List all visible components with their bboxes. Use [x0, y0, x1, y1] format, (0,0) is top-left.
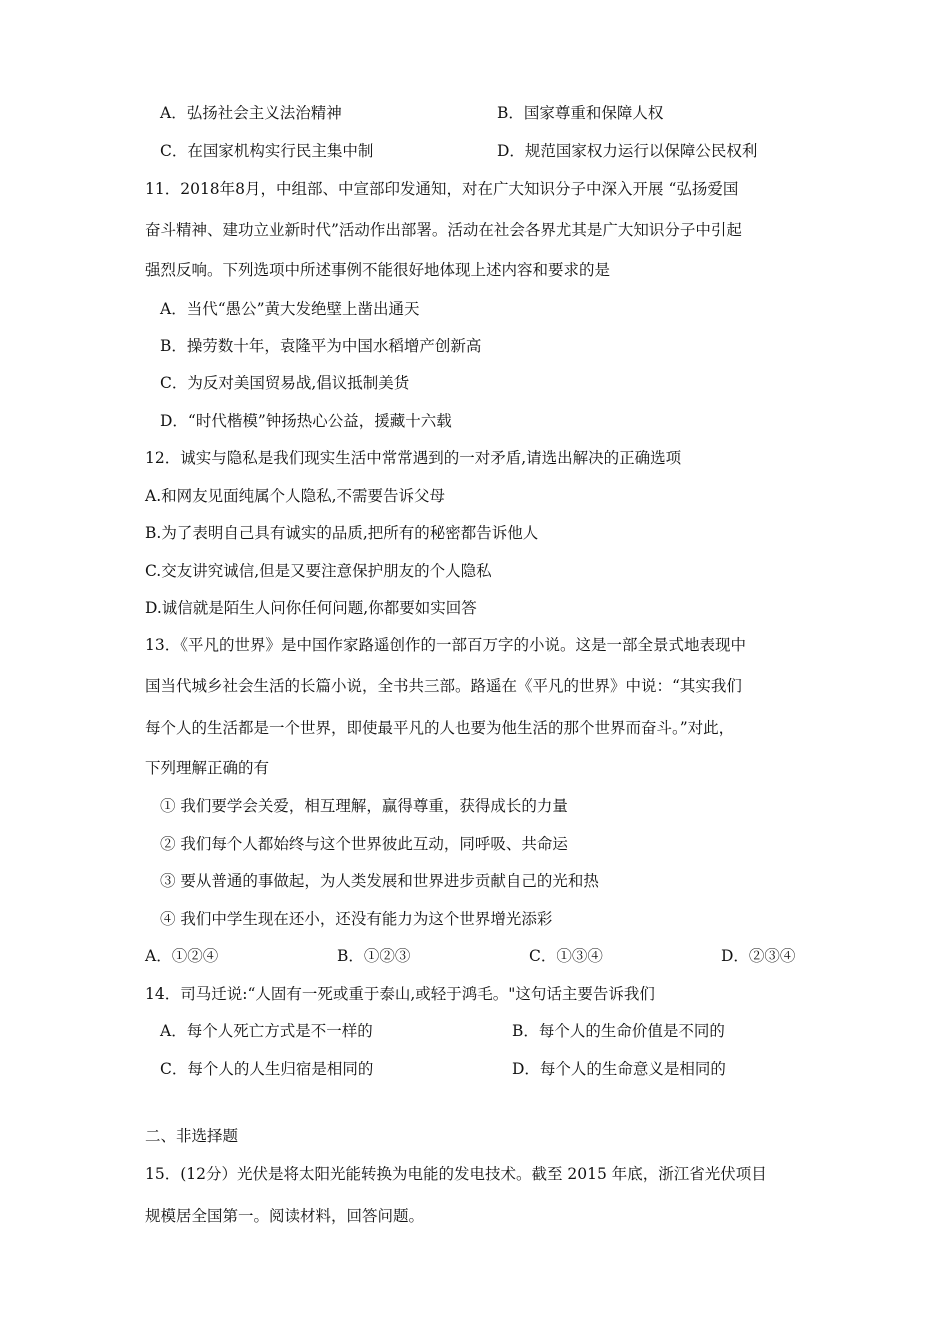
q13-item-1: ① 我们要学会关爱，相互理解，赢得尊重，获得成长的力量: [160, 797, 568, 815]
q12-option-b: B.为了表明自己具有诚实的品质,把所有的秘密都告诉他人: [145, 524, 539, 542]
q13-option-b: B．①②③: [337, 947, 411, 965]
q13-option-c: C．①③④: [529, 947, 603, 965]
q13-option-a: A．①②④: [145, 947, 219, 965]
q12-option-d: D.诚信就是陌生人问你任何问题,你都要如实回答: [145, 599, 477, 617]
q11-option-c: C．为反对美国贸易战,倡议抵制美货: [160, 374, 410, 392]
q14-option-c: C．每个人的人生归宿是相同的: [160, 1060, 374, 1078]
q14-stem: 14．司马迁说:“人固有一死或重于泰山,或轻于鸿毛。"这句话主要告诉我们: [145, 985, 655, 1003]
q11-option-a: A．当代“愚公”黄大发绝壁上凿出通天: [160, 300, 420, 318]
q13-option-d: D．②③④: [721, 947, 796, 965]
q11-option-b: B．操劳数十年，袁隆平为中国水稻增产创新高: [160, 337, 482, 355]
q11-stem-line-3: 强烈反响。下列选项中所述事例不能很好地体现上述内容和要求的是: [145, 261, 611, 279]
q15-stem-line-2: 规模居全国第一。阅读材料，回答问题。: [145, 1207, 425, 1225]
q13-item-4: ④ 我们中学生现在还小，还没有能力为这个世界增光添彩: [160, 910, 553, 928]
q12-option-a: A.和网友见面纯属个人隐私,不需要告诉父母: [145, 487, 446, 505]
q13-stem-line-4: 下列理解正确的有: [145, 759, 270, 777]
q11-option-d: D．“时代楷模”钟扬热心公益，援藏十六载: [160, 412, 452, 430]
q14-option-a: A．每个人死亡方式是不一样的: [160, 1022, 373, 1040]
q13-item-2: ② 我们每个人都始终与这个世界彼此互动，同呼吸、共命运: [160, 835, 568, 853]
q14-option-d: D．每个人的生命意义是相同的: [512, 1060, 726, 1078]
section-heading-non-choice: 二、非选择题: [145, 1127, 239, 1145]
q12-stem: 12．诚实与隐私是我们现实生活中常常遇到的一对矛盾,请选出解决的正确选项: [145, 449, 682, 467]
q11-stem-line-1: 11．2018年8月，中组部、中宣部印发通知，对在广大知识分子中深入开展 “弘扬爱国: [145, 180, 739, 198]
q13-item-3: ③ 要从普通的事做起，为人类发展和世界进步贡献自己的光和热: [160, 872, 599, 890]
q10-option-c: C．在国家机构实行民主集中制: [160, 142, 374, 160]
q15-stem-line-1: 15．(12分）光伏是将太阳光能转换为电能的发电技术。截至 2015 年底，浙江省光伏项目: [145, 1165, 767, 1183]
q12-option-c: C.交友讲究诚信,但是又要注意保护朋友的个人隐私: [145, 562, 492, 580]
q10-option-b: B．国家尊重和保障人权: [497, 104, 664, 122]
q14-option-b: B．每个人的生命价值是不同的: [512, 1022, 725, 1040]
q13-stem-line-1: 13．《平凡的世界》是中国作家路遥创作的一部百万字的小说。这是一部全景式地表现中: [145, 636, 746, 654]
q13-stem-line-3: 每个人的生活都是一个世界，即使最平凡的人也要为他生活的那个世界而奋斗。”对此，: [145, 719, 735, 737]
q13-stem-line-2: 国当代城乡社会生活的长篇小说，全书共三部。路遥在《平凡的世界》中说：“其实我们: [145, 677, 742, 695]
q10-option-a: A．弘扬社会主义法治精神: [160, 104, 342, 122]
q11-stem-line-2: 奋斗精神、建功立业新时代”活动作出部署。活动在社会各界尤其是广大知识分子中引起: [145, 221, 742, 239]
q10-option-d: D．规范国家权力运行以保障公民权利: [497, 142, 758, 160]
